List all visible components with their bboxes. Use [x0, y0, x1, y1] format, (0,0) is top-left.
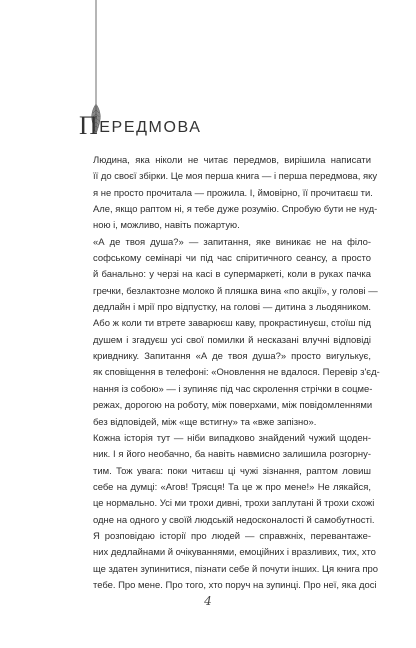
- text-line: це нормально. Усі ми трохи дивні, трохи заплутані й трохи схожі: [93, 498, 375, 510]
- text-line: тебе. Про мене. Про того, хто поруч на зупинці. Про неї, яка досі: [93, 579, 377, 591]
- text-line: ник. І я його необачно, ба навіть навмисно залишила розгорну-: [93, 449, 371, 461]
- heading-title: ЕРЕДМОВА: [99, 118, 202, 136]
- text-line: себе на думці: «Агов! Трясця! Та це ж про мене!» Не лякайся,: [93, 481, 371, 493]
- text-line: «А де твоя душа?» — запитання, яке виникає не на філо-: [93, 236, 371, 248]
- text-line: дедлайн і мрії про відпустку, на голові — дитина з льодяником.: [93, 302, 371, 314]
- text-line: як сповіщення в телефоні: «Оновлення не вдалося. Перевір з'єд-: [93, 367, 380, 379]
- paragraph: [79, 529, 379, 594]
- text-line: без відповідей, між «ще встигну» та «вже запізно».: [93, 416, 317, 428]
- text-line: Або ж коли ти втрете заварюєш каву, прокрастинуєш, стоїш під: [93, 318, 371, 330]
- text-line: Але, якщо раптом ні, я тебе дуже розумію. Спробую бути не нуд-: [93, 204, 378, 216]
- text-line: режах, дорогою на роботу, між поверхами, між повідомленнями: [93, 400, 373, 412]
- text-line: кривднику. Запитання «А де твоя душа?» просто вигулькує,: [93, 351, 371, 363]
- text-line: я не просто прочитала — прожила. І, ймовірно, її прочитаєш ти.: [93, 187, 373, 199]
- text-line: Я розповідаю історії про людей — справжніх, перевантаже-: [93, 530, 371, 542]
- text-line: Людина, яка ніколи не читає передмов, вирішила написати: [93, 155, 371, 166]
- text-line: її до своєї збірки. Це моя перша книга — і перша передмова, яку: [93, 171, 378, 183]
- chapter-heading: [79, 113, 202, 139]
- text-line: нання із собою» — і зупиняє під час скролення стрічки в соцме-: [93, 383, 373, 395]
- text-line: гречки, безлактозне молоко й пляшка вина «по акції», у голові —: [93, 285, 378, 297]
- text-line: й банально: у черзі на касі в супермаркеті, коли в руках пачка: [93, 269, 371, 281]
- text-line: софському семінарі чи під час спіритичного сеансу, а просто: [93, 253, 371, 265]
- page-number: 4: [204, 594, 212, 608]
- text-line: них дедлайнами й очікуваннями, емоційних і вразливих, тих, хто: [93, 547, 376, 559]
- text-line: ще здатен зупинитися, пізнати себе й почути інших. Ця книга про: [93, 563, 379, 575]
- body-text: [79, 153, 380, 594]
- paragraph: [79, 431, 375, 529]
- text-line: одне на одного у своїй людській недосконалості й самобутності.: [93, 514, 375, 526]
- text-line: ною і, можливо, навіть пожартую.: [93, 220, 240, 232]
- paragraph: [79, 153, 378, 235]
- text-line: тим. Тож увага: поки читаєш ці чужі зізнання, раптом ловиш: [93, 465, 371, 477]
- text-line: душем і згадуєш усі свої помилки й несказані влучні відповіді: [93, 334, 371, 346]
- heading-initial: П: [79, 111, 99, 140]
- paragraph: [79, 235, 380, 431]
- text-line: Кожна історія тут — ніби випадково знайдений чужий щоден-: [93, 432, 371, 444]
